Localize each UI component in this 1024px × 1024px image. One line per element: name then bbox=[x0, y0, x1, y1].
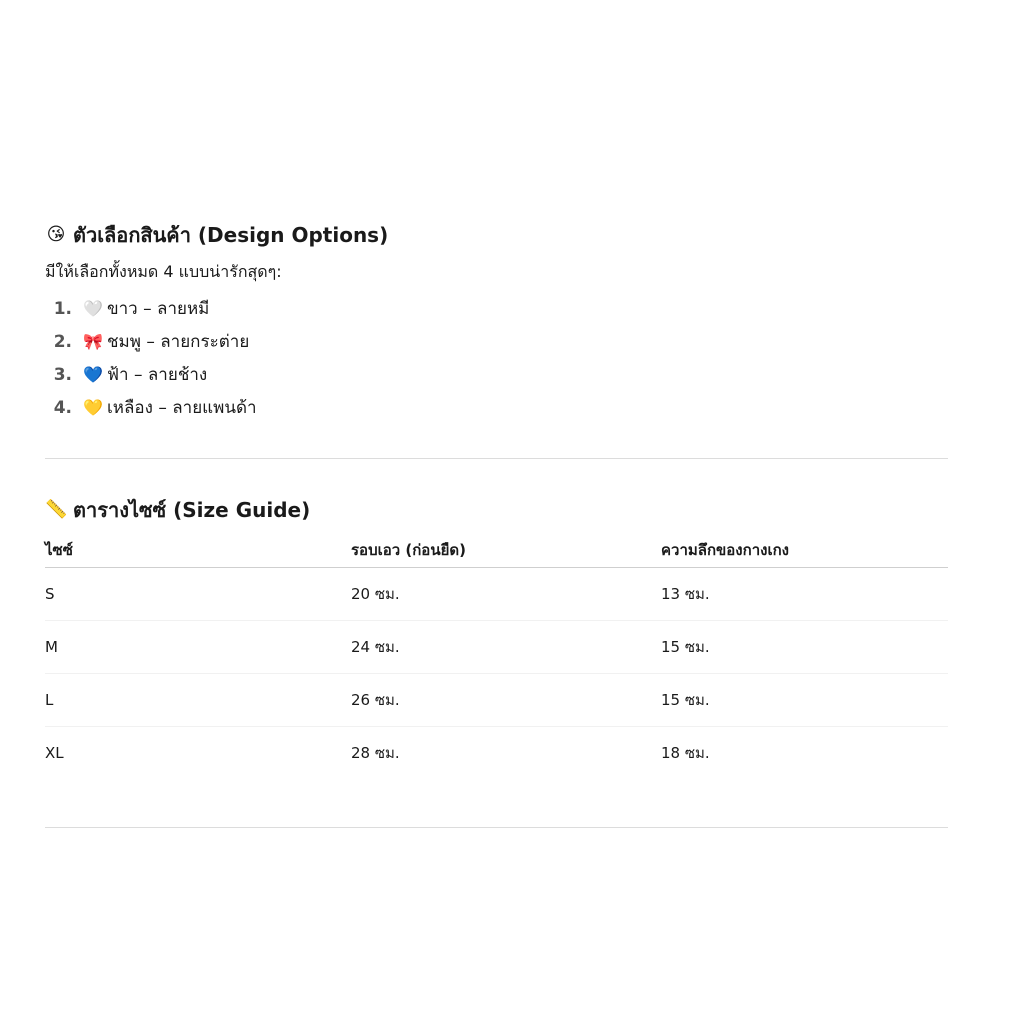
column-header-waist: รอบเอว (ก่อนยืด) bbox=[351, 533, 661, 568]
option-item-pink bbox=[45, 325, 948, 358]
option-label: ขาว – ลายหมี bbox=[107, 299, 210, 319]
waist-cell: 26 ซม. bbox=[351, 674, 661, 727]
table-row bbox=[45, 621, 948, 674]
design-options-list bbox=[45, 292, 948, 424]
yellow-heart-icon: 💛 bbox=[83, 398, 103, 417]
size-cell: M bbox=[45, 621, 351, 674]
table-header-row bbox=[45, 533, 948, 568]
size-guide-title: ตารางไซซ์ (Size Guide) bbox=[73, 498, 311, 522]
size-cell: L bbox=[45, 674, 351, 727]
depth-cell: 13 ซม. bbox=[661, 568, 948, 621]
size-cell: S bbox=[45, 568, 351, 621]
table-row bbox=[45, 727, 948, 780]
option-item-blue bbox=[45, 358, 948, 391]
size-table bbox=[45, 533, 948, 779]
option-item-yellow bbox=[45, 391, 948, 424]
option-label: เหลือง – ลายแพนด้า bbox=[107, 398, 257, 418]
option-label: ชมพู – ลายกระต่าย bbox=[107, 332, 250, 352]
option-number: 4. bbox=[53, 397, 72, 418]
size-guide-section bbox=[45, 495, 948, 779]
column-header-depth: ความลึกของกางเกง bbox=[661, 533, 948, 568]
waist-cell: 24 ซม. bbox=[351, 621, 661, 674]
option-label: ฟ้า – ลายช้าง bbox=[107, 365, 208, 385]
section-divider bbox=[45, 827, 948, 828]
depth-cell: 15 ซม. bbox=[661, 674, 948, 727]
ruler-icon: 📏 bbox=[45, 499, 68, 520]
white-heart-icon: 🤍 bbox=[83, 299, 103, 318]
design-options-heading bbox=[45, 220, 948, 250]
design-options-section bbox=[45, 220, 948, 424]
size-guide-heading bbox=[45, 495, 948, 525]
table-row bbox=[45, 568, 948, 621]
kissing-face-icon: 😘 bbox=[46, 224, 66, 245]
depth-cell: 18 ซม. bbox=[661, 744, 710, 762]
waist-cell: 20 ซม. bbox=[351, 568, 661, 621]
waist-cell: 28 ซม. bbox=[351, 744, 400, 762]
option-item-white bbox=[45, 292, 948, 325]
ribbon-icon: 🎀 bbox=[83, 332, 103, 351]
option-number: 1. bbox=[53, 298, 72, 319]
design-options-title: ตัวเลือกสินค้า (Design Options) bbox=[73, 223, 389, 247]
column-header-size: ไซซ์ bbox=[45, 533, 351, 568]
depth-cell: 15 ซม. bbox=[661, 621, 948, 674]
size-cell: XL bbox=[45, 744, 64, 762]
table-row bbox=[45, 674, 948, 727]
design-options-intro: มีให้เลือกทั้งหมด 4 แบบน่ารักสุดๆ: bbox=[45, 262, 282, 281]
blue-heart-icon: 💙 bbox=[83, 365, 103, 384]
product-details bbox=[45, 220, 948, 828]
section-divider bbox=[45, 458, 948, 459]
option-number: 2. bbox=[53, 331, 72, 352]
option-number: 3. bbox=[53, 364, 72, 385]
